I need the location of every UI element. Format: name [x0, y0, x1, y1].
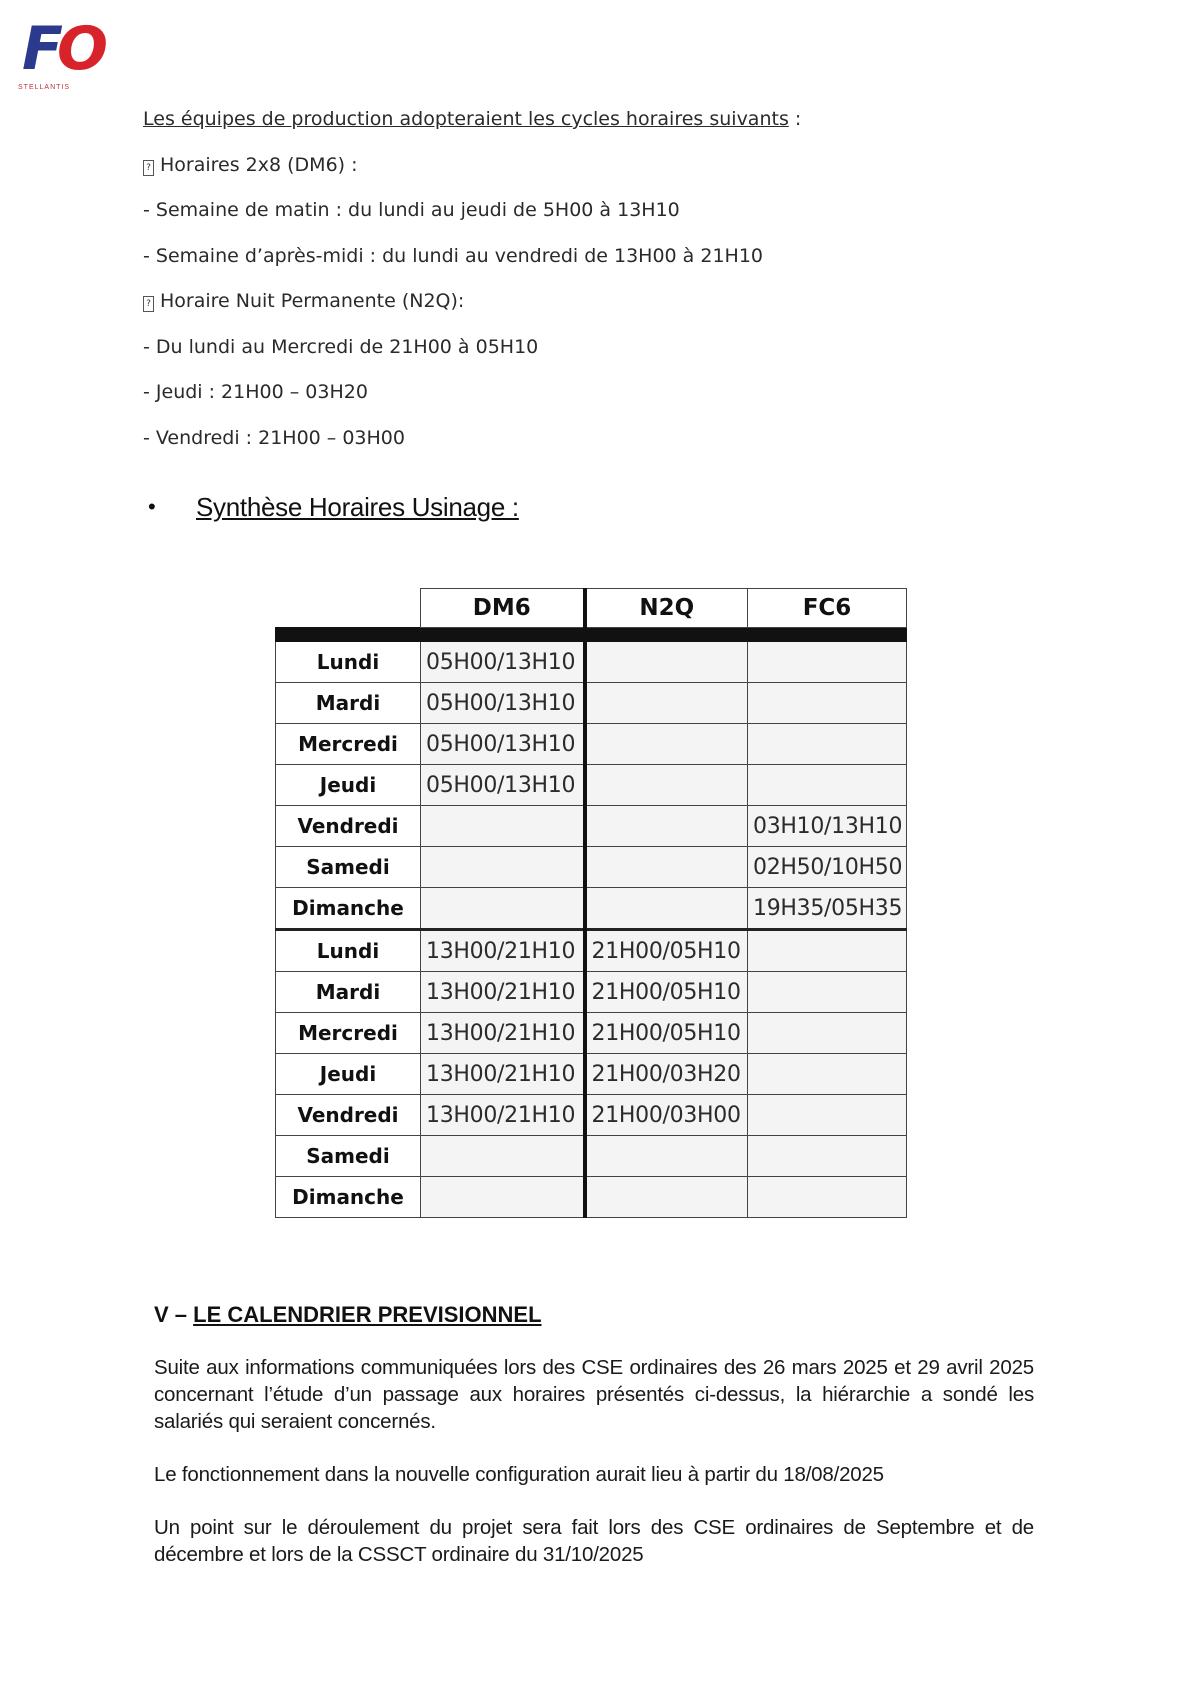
table-row	[276, 1095, 907, 1136]
bullet-icon: •	[148, 494, 156, 519]
fc6-cell: 02H50/10H50	[748, 847, 907, 888]
intro-line: - Du lundi au Mercredi de 21H00 à 05H10	[143, 335, 539, 358]
n2q-cell: 21H00/05H10	[585, 930, 748, 972]
table-row	[276, 847, 907, 888]
missing-glyph-icon: ?	[143, 160, 154, 176]
fc6-cell	[748, 765, 907, 806]
column-header-n2q: N2Q	[585, 589, 748, 628]
table-row	[276, 1013, 907, 1054]
intro-block	[143, 106, 1043, 470]
dm6-cell: 13H00/21H10	[421, 1095, 585, 1136]
paragraph-start-date: Le fonctionnement dans la nouvelle configuration aurait lieu à partir du 18/08/2025	[154, 1463, 884, 1486]
header-separator-bar	[276, 628, 907, 642]
table-row	[276, 724, 907, 765]
table-row	[276, 806, 907, 847]
n2q-cell	[585, 683, 748, 724]
dm6-cell: 05H00/13H10	[421, 683, 585, 724]
intro-line: - Vendredi : 21H00 – 03H00	[143, 426, 405, 449]
dm6-cell	[421, 888, 585, 930]
table-row	[276, 930, 907, 972]
fo-logo	[18, 14, 103, 91]
day-cell: Mercredi	[276, 1013, 421, 1054]
dm6-cell	[421, 1136, 585, 1177]
n2q-cell	[585, 1177, 748, 1218]
synthese-heading	[148, 492, 519, 523]
missing-glyph-icon: ?	[143, 296, 154, 312]
column-header-fc6: FC6	[748, 589, 907, 628]
fc6-cell	[748, 1013, 907, 1054]
dm6-cell	[421, 806, 585, 847]
paragraph-followup: Un point sur le déroulement du projet sera fait lors des CSE ordinaires de Septembre et de décembre et lors de la CSSCT ordinaire du 31/10/2025	[154, 1516, 1034, 1566]
n2q-cell	[585, 888, 748, 930]
n2q-cell: 21H00/05H10	[585, 972, 748, 1013]
n2q-cell	[585, 642, 748, 683]
day-cell: Vendredi	[276, 806, 421, 847]
table-body	[276, 642, 907, 1218]
intro-line-n2q: ? Horaire Nuit Permanente (N2Q):	[143, 288, 1043, 334]
dm6-cell: 13H00/21H10	[421, 1013, 585, 1054]
intro-line: - Semaine de matin : du lundi au jeudi de 5H00 à 13H10	[143, 199, 680, 221]
dm6-cell	[421, 847, 585, 888]
dm6-cell: 05H00/13H10	[421, 724, 585, 765]
section-heading: V – LE CALENDRIER PREVISIONNEL	[154, 1302, 542, 1327]
table-row	[276, 642, 907, 683]
table-row	[276, 765, 907, 806]
table-row	[276, 1136, 907, 1177]
paragraph-cse-info: Suite aux informations communiquées lors des CSE ordinaires des 26 mars 2025 et 29 avril 2025 concernant l’étude d’un passage aux horaires présentés ci-dessus, la hiérarchie a sondé les salariés qui seraient concernés.	[154, 1356, 1034, 1433]
table-row	[276, 1054, 907, 1095]
day-cell: Mardi	[276, 972, 421, 1013]
fc6-cell	[748, 1054, 907, 1095]
dm6-cell: 13H00/21H10	[421, 1054, 585, 1095]
fc6-cell	[748, 642, 907, 683]
n2q-cell	[585, 847, 748, 888]
intro-line: - Jeudi : 21H00 – 03H20	[143, 381, 368, 403]
fc6-cell	[748, 972, 907, 1013]
n2q-cell	[585, 806, 748, 847]
n2q-cell	[585, 1136, 748, 1177]
n2q-cell: 21H00/05H10	[585, 1013, 748, 1054]
table-header-row	[276, 589, 907, 628]
intro-heading: Les équipes de production adopteraient les cycles horaires suivants :	[143, 108, 802, 130]
day-cell: Jeudi	[276, 765, 421, 806]
intro-line: - Semaine d’après-midi : du lundi au vendredi de 13H00 à 21H10	[143, 244, 763, 267]
fc6-cell: 19H35/05H35	[748, 888, 907, 930]
dm6-cell: 13H00/21H10	[421, 930, 585, 972]
day-cell: Mardi	[276, 683, 421, 724]
intro-line-dm6: ? Horaires 2x8 (DM6) :	[143, 152, 1043, 198]
day-cell: Vendredi	[276, 1095, 421, 1136]
table-row	[276, 888, 907, 930]
n2q-cell	[585, 724, 748, 765]
day-cell: Dimanche	[276, 1177, 421, 1218]
day-cell: Samedi	[276, 847, 421, 888]
dm6-cell	[421, 1177, 585, 1218]
fc6-cell	[748, 683, 907, 724]
n2q-cell	[585, 765, 748, 806]
fc6-cell: 03H10/13H10	[748, 806, 907, 847]
table-row	[276, 683, 907, 724]
column-header-dm6: DM6	[421, 589, 585, 628]
fo-letters: FO	[22, 14, 103, 84]
dm6-cell: 13H00/21H10	[421, 972, 585, 1013]
fc6-cell	[748, 1136, 907, 1177]
table-row	[276, 1177, 907, 1218]
n2q-cell: 21H00/03H20	[585, 1054, 748, 1095]
fc6-cell	[748, 1177, 907, 1218]
fc6-cell	[748, 1095, 907, 1136]
logo-subtitle: STELLANTIS	[18, 84, 71, 91]
table-corner-cell	[276, 589, 421, 628]
day-cell: Jeudi	[276, 1054, 421, 1095]
day-cell: Lundi	[276, 642, 421, 683]
dm6-cell: 05H00/13H10	[421, 642, 585, 683]
day-cell: Samedi	[276, 1136, 421, 1177]
schedule-table	[275, 588, 907, 1218]
fc6-cell	[748, 930, 907, 972]
synthese-title: Synthèse Horaires Usinage :	[196, 492, 519, 522]
day-cell: Lundi	[276, 930, 421, 972]
dm6-cell: 05H00/13H10	[421, 765, 585, 806]
fc6-cell	[748, 724, 907, 765]
table-row	[276, 972, 907, 1013]
n2q-cell: 21H00/03H00	[585, 1095, 748, 1136]
day-cell: Dimanche	[276, 888, 421, 930]
day-cell: Mercredi	[276, 724, 421, 765]
